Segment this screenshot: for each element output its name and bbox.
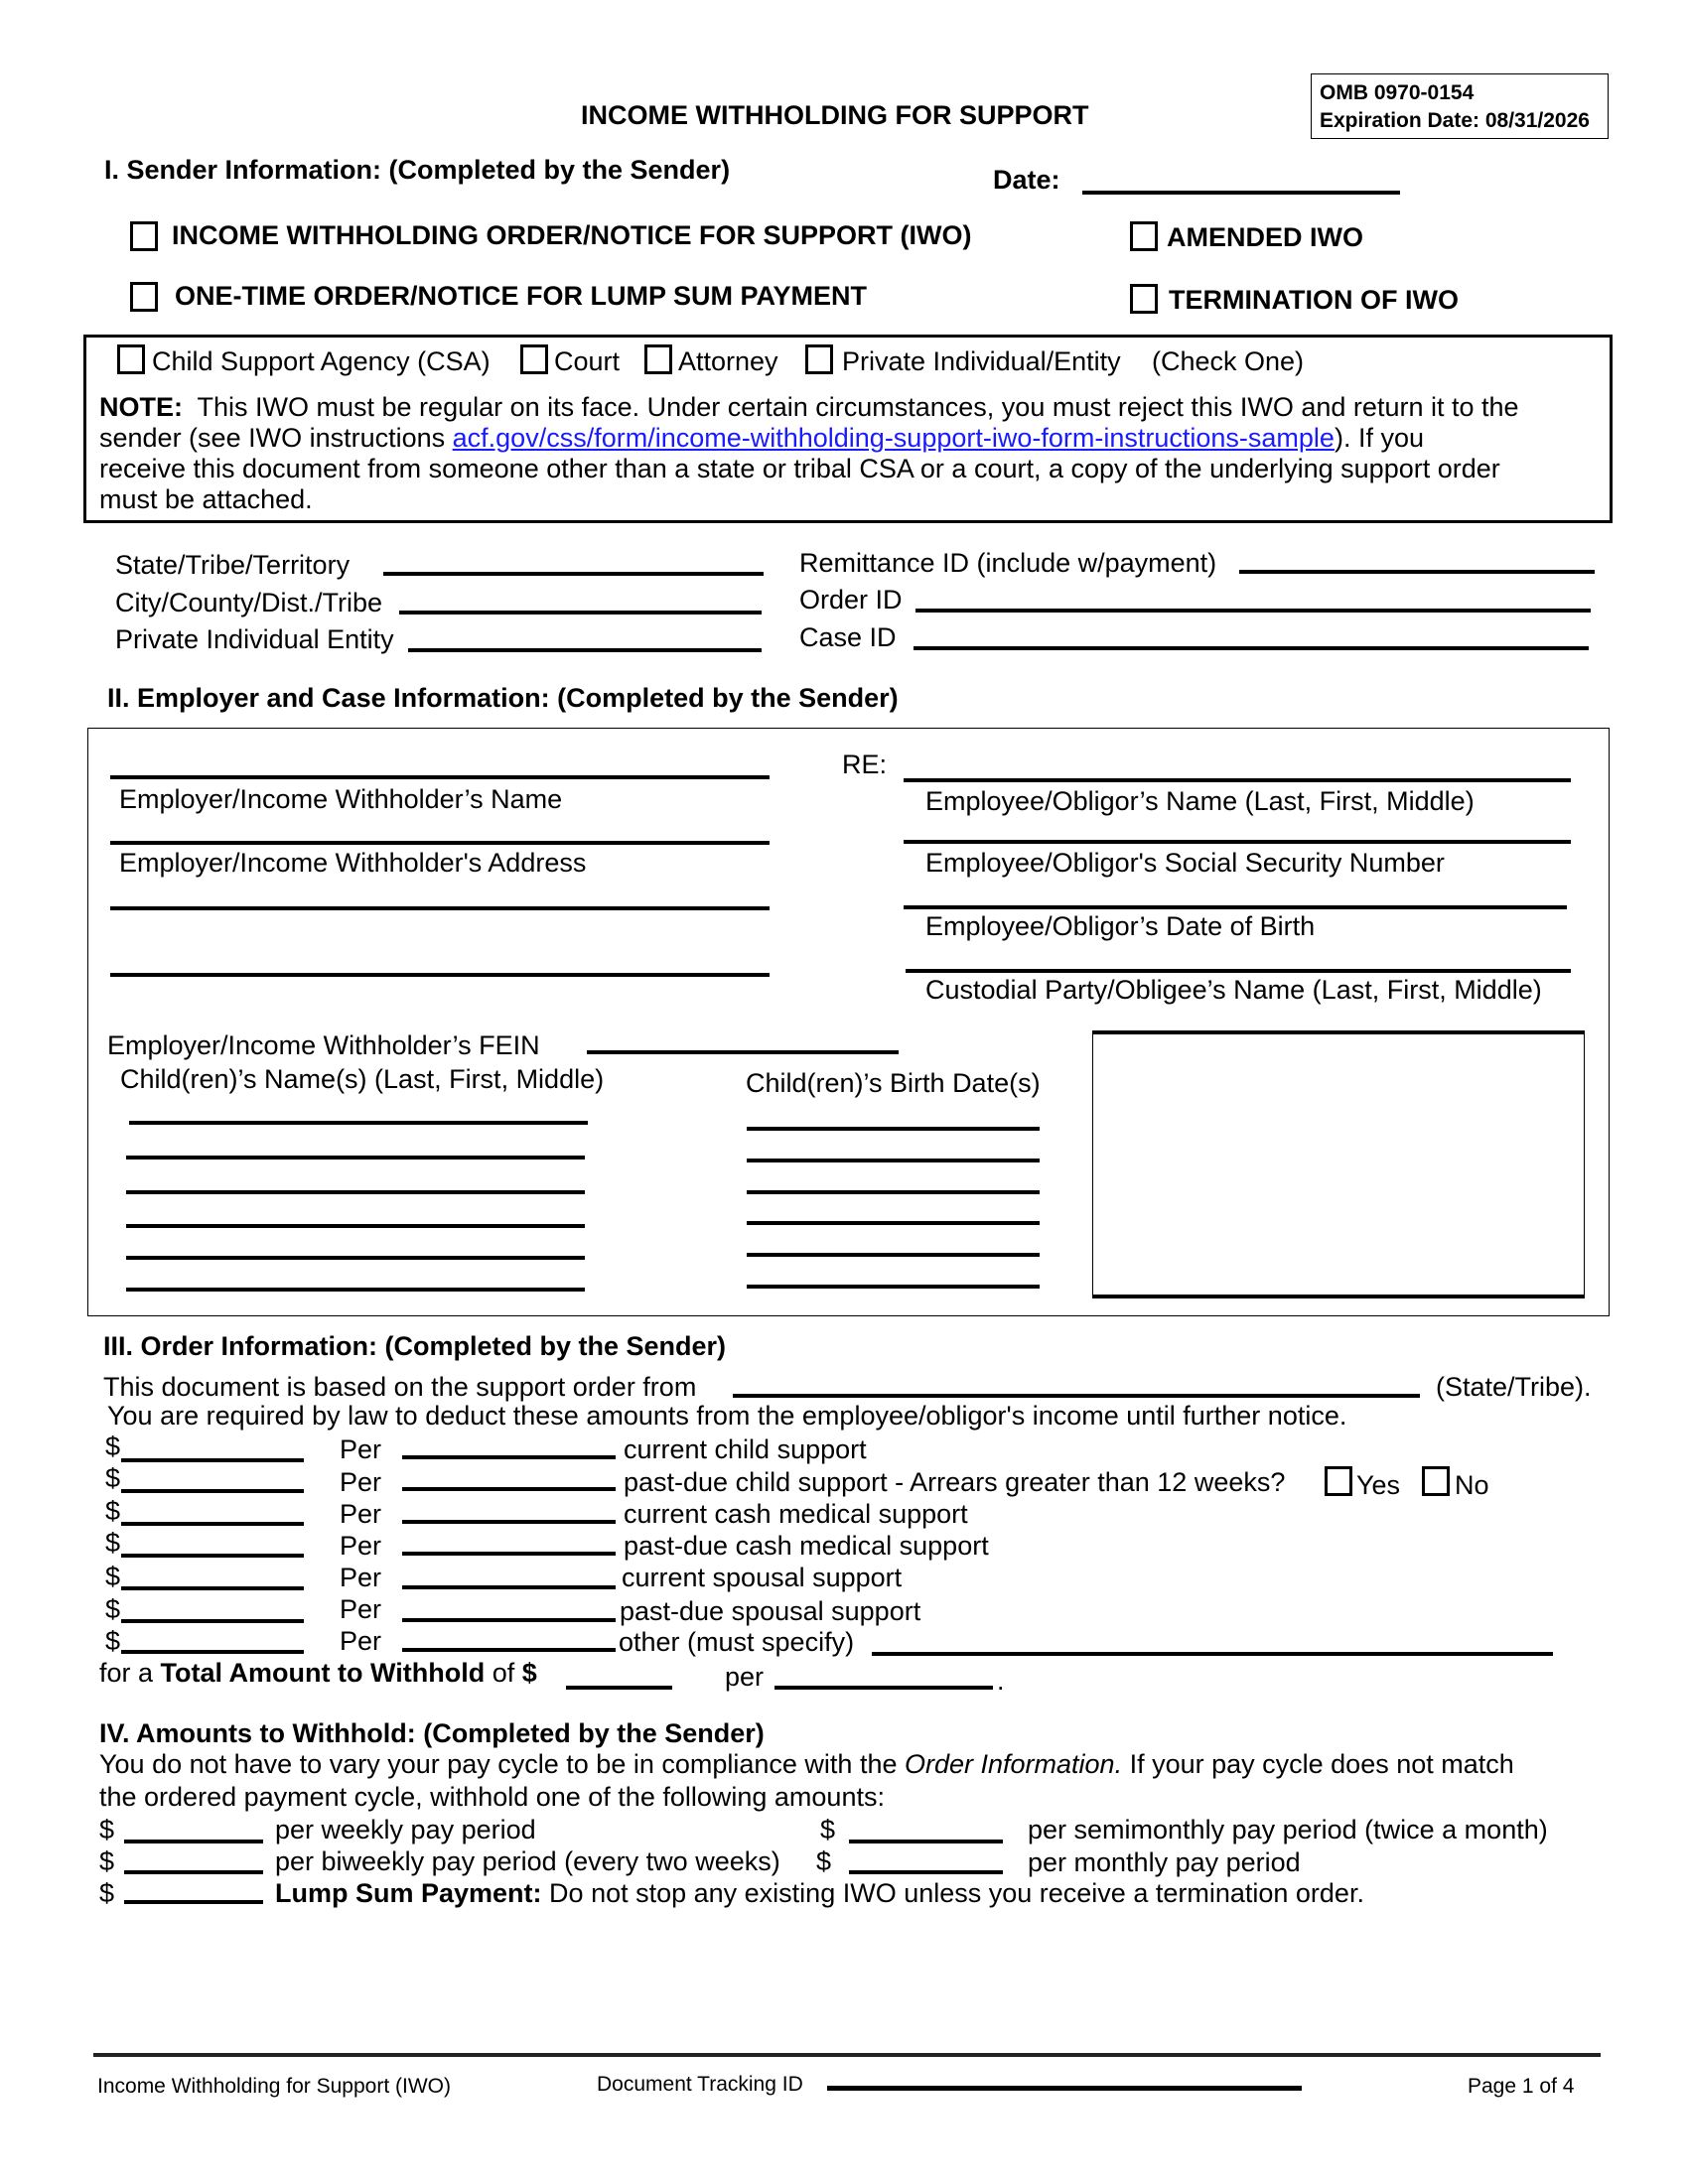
per-label: Per xyxy=(340,1626,382,1656)
children-names-label: Child(ren)’s Name(s) (Last, First, Middle) xyxy=(120,1064,605,1094)
lump-sum-label: Lump Sum Payment: xyxy=(275,1878,542,1908)
lump-sum-amount-field[interactable] xyxy=(124,1900,263,1904)
order-id-label: Order ID xyxy=(799,585,903,614)
form-title: INCOME WITHHOLDING FOR SUPPORT xyxy=(581,100,1089,130)
note-text: sender (see IWO instructions xyxy=(99,423,453,453)
tracking-id-label: Document Tracking ID xyxy=(597,2073,803,2096)
arrears-no-checkbox[interactable] xyxy=(1422,1466,1450,1496)
arrears-no-label: No xyxy=(1455,1470,1489,1500)
child-name-field-3[interactable] xyxy=(126,1190,585,1194)
child-dob-field-4[interactable] xyxy=(747,1221,1040,1225)
biweekly-amount-field[interactable] xyxy=(124,1870,263,1874)
note-label: NOTE: xyxy=(99,392,183,422)
row-desc: past-due child support - Arrears greater than 12 weeks? xyxy=(624,1467,1286,1497)
biweekly-dollar: $ xyxy=(99,1846,115,1876)
period-field[interactable] xyxy=(402,1618,616,1622)
blank-box xyxy=(1092,1030,1585,1298)
checkbox-court-label: Court xyxy=(554,346,621,376)
per-label: Per xyxy=(340,1563,382,1592)
period-field[interactable] xyxy=(402,1648,616,1652)
checkbox-private[interactable] xyxy=(805,344,833,374)
section3-heading: III. Order Information: (Completed by the Sender) xyxy=(103,1331,727,1361)
total-line xyxy=(99,1660,537,1687)
period-field[interactable] xyxy=(402,1487,616,1491)
checkbox-amended[interactable] xyxy=(1130,221,1158,251)
arrears-yes-label: Yes xyxy=(1356,1470,1401,1500)
row-desc: other (must specify) xyxy=(619,1627,855,1657)
custodial-party-field[interactable] xyxy=(906,969,1571,973)
instructions-link[interactable]: acf.gov/css/form/income-withholding-support-iwo-form-instructions-sample xyxy=(452,423,1335,453)
monthly-dollar: $ xyxy=(816,1846,832,1876)
row-desc: current cash medical support xyxy=(624,1499,968,1529)
note-line-1 xyxy=(99,394,1519,421)
dollar-sign: $ xyxy=(105,1432,121,1461)
footer-divider xyxy=(93,2053,1601,2057)
dollar-sign: $ xyxy=(105,1463,121,1493)
row-desc: current child support xyxy=(624,1434,867,1464)
employee-ssn-label: Employee/Obligor's Social Security Number xyxy=(925,848,1445,878)
employee-ssn-field[interactable] xyxy=(904,840,1571,844)
other-specify-field[interactable] xyxy=(872,1652,1553,1656)
weekly-dollar: $ xyxy=(99,1815,115,1844)
date-label: Date: xyxy=(993,165,1060,195)
row-desc: past-due spousal support xyxy=(620,1596,921,1626)
arrears-yes-checkbox[interactable] xyxy=(1325,1466,1352,1496)
period-field[interactable] xyxy=(402,1455,616,1459)
checkbox-attorney-label: Attorney xyxy=(678,346,778,376)
total-amount-field[interactable] xyxy=(566,1686,672,1690)
amount-field[interactable] xyxy=(121,1554,304,1558)
state-tribe-field[interactable] xyxy=(383,572,764,576)
total-period-field[interactable] xyxy=(774,1686,993,1690)
biweekly-label: per biweekly pay period (every two weeks) xyxy=(275,1846,780,1876)
dollar-sign: $ xyxy=(105,1626,121,1656)
total-per-label: per xyxy=(725,1662,765,1692)
checkbox-termination-label: TERMINATION OF IWO xyxy=(1169,285,1459,315)
fein-field[interactable] xyxy=(587,1050,899,1054)
children-dob-label: Child(ren)’s Birth Date(s) xyxy=(746,1068,1041,1098)
note-line-3: receive this document from someone other than a state or tribal CSA or a court, a copy of the underlying support order xyxy=(99,454,1500,483)
child-dob-field-1[interactable] xyxy=(747,1127,1040,1131)
intro-italic: Order Information. xyxy=(904,1749,1123,1779)
remittance-id-field[interactable] xyxy=(1239,570,1595,574)
total-prefix: for a xyxy=(99,1658,161,1688)
employee-name-label: Employee/Obligor’s Name (Last, First, Middle) xyxy=(925,786,1475,816)
checkbox-iwo-label: INCOME WITHHOLDING ORDER/NOTICE FOR SUPPORT (IWO) xyxy=(172,220,972,250)
child-name-field-4[interactable] xyxy=(126,1224,585,1228)
total-end: . xyxy=(997,1666,1005,1696)
period-field[interactable] xyxy=(402,1552,616,1556)
child-dob-field-3[interactable] xyxy=(747,1190,1040,1194)
employer-address-label: Employer/Income Withholder's Address xyxy=(119,848,587,878)
checkbox-amended-label: AMENDED IWO xyxy=(1167,222,1363,252)
omb-box xyxy=(1311,73,1609,139)
employee-name-field[interactable] xyxy=(904,778,1571,782)
amount-field[interactable] xyxy=(121,1458,304,1462)
checkbox-csa[interactable] xyxy=(117,344,145,374)
weekly-label: per weekly pay period xyxy=(275,1815,536,1844)
row-desc: past-due cash medical support xyxy=(624,1531,989,1561)
amount-field[interactable] xyxy=(121,1489,304,1493)
checkbox-court[interactable] xyxy=(520,344,548,374)
case-id-field[interactable] xyxy=(914,646,1589,650)
child-dob-field-6[interactable] xyxy=(747,1285,1040,1289)
dollar-sign: $ xyxy=(105,1528,121,1558)
period-field[interactable] xyxy=(402,1585,616,1589)
employer-address-field-3[interactable] xyxy=(110,973,770,977)
intro-text: If your pay cycle does not match xyxy=(1122,1749,1514,1779)
checkbox-private-label: Private Individual/Entity xyxy=(842,346,1121,376)
child-name-field-2[interactable] xyxy=(126,1156,585,1160)
private-entity-field[interactable] xyxy=(408,648,762,652)
employer-name-label: Employer/Income Withholder’s Name xyxy=(119,784,563,814)
section2-heading: II. Employer and Case Information: (Completed by the Sender) xyxy=(107,683,899,713)
employee-dob-field[interactable] xyxy=(904,905,1567,909)
state-tribe-suffix: (State/Tribe). xyxy=(1436,1372,1592,1402)
child-dob-field-5[interactable] xyxy=(747,1253,1040,1257)
child-name-field-6[interactable] xyxy=(126,1288,585,1292)
checkbox-lump-sum[interactable] xyxy=(130,282,158,312)
omb-number: OMB 0970-0154 xyxy=(1320,81,1475,104)
total-of: of xyxy=(485,1658,522,1688)
order-id-field[interactable] xyxy=(915,609,1591,613)
weekly-amount-field[interactable] xyxy=(124,1840,263,1843)
date-field[interactable] xyxy=(1082,191,1400,195)
re-label: RE: xyxy=(842,750,888,779)
dollar-sign: $ xyxy=(105,1562,121,1591)
amount-field[interactable] xyxy=(121,1586,304,1590)
total-dollar: $ xyxy=(521,1658,537,1688)
state-tribe-label: State/Tribe/Territory xyxy=(115,550,351,580)
section1-heading: I. Sender Information: (Completed by the Sender) xyxy=(104,155,731,185)
checkbox-iwo[interactable] xyxy=(130,221,158,251)
child-name-field-5[interactable] xyxy=(126,1256,585,1260)
checkbox-lump-sum-label: ONE-TIME ORDER/NOTICE FOR LUMP SUM PAYMENT xyxy=(175,281,868,311)
support-order-state-field[interactable] xyxy=(733,1394,1420,1398)
monthly-label: per monthly pay period xyxy=(1028,1847,1301,1877)
section4-heading: IV. Amounts to Withhold: (Completed by the Sender) xyxy=(99,1718,765,1748)
total-label: Total Amount to Withhold xyxy=(160,1658,486,1688)
amount-field[interactable] xyxy=(121,1522,304,1526)
private-entity-label: Private Individual Entity xyxy=(115,624,394,654)
per-label: Per xyxy=(340,1531,382,1561)
per-label: Per xyxy=(340,1467,382,1497)
fein-label: Employer/Income Withholder’s FEIN xyxy=(107,1030,540,1060)
case-id-label: Case ID xyxy=(799,622,897,652)
checkbox-attorney[interactable] xyxy=(644,344,672,374)
child-dob-field-2[interactable] xyxy=(747,1159,1040,1162)
footer-form-name: Income Withholding for Support (IWO) xyxy=(97,2075,451,2098)
checkbox-csa-label: Child Support Agency (CSA) xyxy=(152,346,491,376)
remittance-id-label: Remittance ID (include w/payment) xyxy=(799,548,1217,578)
semimonthly-dollar: $ xyxy=(820,1815,836,1844)
lump-sum-text xyxy=(275,1880,1364,1907)
check-one-hint: (Check One) xyxy=(1152,346,1305,376)
per-label: Per xyxy=(340,1434,382,1464)
required-text: You are required by law to deduct these amounts from the employee/obligor's income until further notice. xyxy=(107,1401,1347,1431)
row-desc: current spousal support xyxy=(622,1563,903,1592)
amount-field[interactable] xyxy=(121,1650,304,1654)
section4-intro-2: the ordered payment cycle, withhold one of the following amounts: xyxy=(99,1782,885,1812)
section4-intro-1 xyxy=(99,1751,1514,1778)
lump-dollar: $ xyxy=(99,1878,115,1908)
custodial-party-label: Custodial Party/Obligee’s Name (Last, First, Middle) xyxy=(925,975,1542,1005)
per-label: Per xyxy=(340,1499,382,1529)
lump-sum-note: Do not stop any existing IWO unless you receive a termination order. xyxy=(541,1878,1364,1908)
dollar-sign: $ xyxy=(105,1496,121,1526)
note-text: ). If you xyxy=(1334,423,1424,453)
semimonthly-amount-field[interactable] xyxy=(849,1840,1003,1843)
note-line-4: must be attached. xyxy=(99,484,313,514)
employee-dob-label: Employee/Obligor’s Date of Birth xyxy=(925,911,1316,941)
city-county-label: City/County/Dist./Tribe xyxy=(115,588,383,617)
employer-address-field-2[interactable] xyxy=(110,906,770,910)
based-on-text: This document is based on the support order from xyxy=(103,1372,697,1402)
page-number: Page 1 of 4 xyxy=(1468,2075,1575,2098)
semimonthly-label: per semimonthly pay period (twice a month) xyxy=(1028,1815,1548,1844)
expiration-date: Expiration Date: 08/31/2026 xyxy=(1320,109,1590,132)
city-county-field[interactable] xyxy=(399,611,762,614)
note-text: This IWO must be regular on its face. Under certain circumstances, you must reject this IWO and return it to the xyxy=(197,392,1519,422)
employer-name-field[interactable] xyxy=(110,775,770,779)
monthly-amount-field[interactable] xyxy=(849,1870,1003,1874)
period-field[interactable] xyxy=(402,1520,616,1524)
checkbox-termination[interactable] xyxy=(1130,284,1158,314)
child-name-field-1[interactable] xyxy=(129,1121,588,1125)
per-label: Per xyxy=(340,1594,382,1624)
note-line-2 xyxy=(99,425,1424,452)
amount-field[interactable] xyxy=(121,1619,304,1623)
tracking-id-field[interactable] xyxy=(827,2086,1302,2091)
intro-text: You do not have to vary your pay cycle to be in compliance with the xyxy=(99,1749,905,1779)
dollar-sign: $ xyxy=(105,1594,121,1624)
employer-address-field-1[interactable] xyxy=(110,841,770,845)
